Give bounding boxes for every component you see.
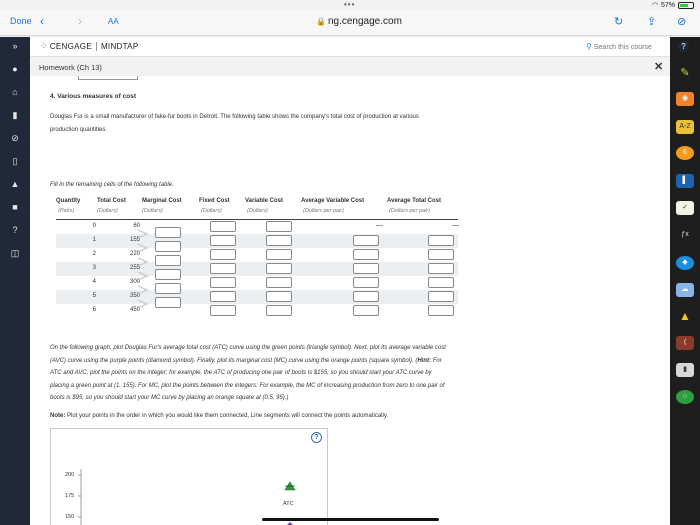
user-icon[interactable]: ● <box>12 64 18 74</box>
col-sub-fixed-cost: (Dollars) <box>201 208 222 214</box>
col-header-atc: Average Total Cost <box>387 198 442 204</box>
total-cost-cell: 60 <box>133 223 140 229</box>
note-icon[interactable]: ✓ <box>676 201 694 215</box>
atc-input[interactable] <box>428 291 454 302</box>
col-header-fixed-cost: Fixed Cost <box>199 198 230 204</box>
book-icon[interactable]: ▯ <box>12 156 18 166</box>
battery-percent: 57% <box>660 1 675 9</box>
battery-icon <box>678 2 694 9</box>
cost-table <box>51 198 489 315</box>
graph-canvas[interactable] <box>51 429 329 525</box>
avc-input[interactable] <box>353 305 379 316</box>
table-row <box>56 290 458 304</box>
quantity-cell: 1 <box>92 237 96 243</box>
fixed-cost-input[interactable] <box>210 249 236 260</box>
device-icon[interactable]: ▮ <box>676 363 694 377</box>
fixed-cost-input[interactable] <box>210 305 236 316</box>
marginal-cost-input[interactable] <box>155 241 181 252</box>
col-header-marginal-cost: Marginal Cost <box>142 198 182 204</box>
note-text: Note: Plot your points in the order in which you would like them connected. Line segments will connect the points automatically. <box>50 413 389 419</box>
formula-icon[interactable]: ƒx <box>681 231 689 238</box>
question-title: 4. Various measures of cost <box>50 93 136 100</box>
done-button[interactable]: Done <box>10 16 32 26</box>
total-cost-cell: 255 <box>129 265 140 271</box>
note-label: Note: <box>50 413 66 419</box>
logo[interactable] <box>40 41 138 52</box>
marginal-cost-input[interactable] <box>155 255 181 266</box>
intro-text: Douglas Fur is a small manufacturer of fake-fur boots in Detroit. The following table shows the company's total cost of production at various production quantities. <box>50 114 419 133</box>
chevron-right-icon <box>137 257 149 267</box>
marginal-cost-input[interactable] <box>155 283 181 294</box>
col-sub-atc: (Dollars per pair) <box>389 208 430 214</box>
quantity-cell: 4 <box>92 279 96 285</box>
dictionary-icon[interactable]: A-Z <box>676 120 694 134</box>
hint-label: Hint: <box>417 357 432 364</box>
notebook-app-icon[interactable]: ▌ <box>676 174 694 188</box>
y-tick-label: 150 <box>65 514 75 520</box>
url-text: ng.cengage.com <box>327 16 402 27</box>
chevron-right-icon <box>137 285 149 295</box>
help-icon[interactable]: ? <box>12 225 18 235</box>
atc-input[interactable] <box>428 249 454 260</box>
reader-icon[interactable]: ◫ <box>10 248 20 258</box>
quantity-cell: 3 <box>92 265 96 271</box>
atc-input[interactable] <box>428 277 454 288</box>
browser-toolbar <box>0 10 700 36</box>
fixed-cost-input[interactable] <box>210 235 236 246</box>
atc-input[interactable] <box>428 305 454 316</box>
col-sub-total-cost: (Dollars) <box>97 208 118 214</box>
chevron-right-icon <box>137 243 149 253</box>
scroll-icon[interactable]: ⟨ <box>676 336 694 350</box>
chevron-right-icon <box>137 271 149 281</box>
marginal-cost-input[interactable] <box>155 227 181 238</box>
cloud-icon[interactable]: ☁ <box>676 283 694 297</box>
mindtap-header <box>30 37 686 57</box>
variable-cost-input[interactable] <box>266 235 292 246</box>
share-icon[interactable]: ⇪ <box>647 16 657 28</box>
col-header-variable-cost: Variable Cost <box>245 198 284 204</box>
quantity-cell: 5 <box>92 293 96 299</box>
col-sub-quantity: (Pairs) <box>58 208 75 214</box>
text-size-button[interactable]: AA <box>108 17 119 26</box>
home-indicator[interactable] <box>262 518 439 521</box>
col-sub-variable-cost: (Dollars) <box>247 208 268 214</box>
atc-legend-label: ATC <box>283 501 294 507</box>
variable-cost-input[interactable] <box>266 305 292 316</box>
back-button[interactable]: ‹ <box>40 14 44 28</box>
quantity-cell: 6 <box>92 307 96 313</box>
coin-icon[interactable]: 6 <box>676 146 694 160</box>
col-sub-avc: (Dollars per pair) <box>303 208 344 214</box>
home-icon[interactable]: ⌂ <box>12 87 18 97</box>
brand-name: CENGAGE <box>49 42 92 51</box>
graph-instructions: On the following graph, plot Douglas Fur's average total cost (ATC) curve using the green points (triangle symbol). Next, plot its average variable cost (AVC) curve using the purple points (diamond symbol). Finally, plot its marginal cost (MC) curve using the orange points (square symbol). (Hint: For ATC and AVC, plot the points on the integer; for example, the ATC of producing one pair of boots is $155, so you should start your ATC curve by placing a green point at (1, 155). For MC, plot the points between the integers: For example, the MC of increasing production from zero to one pair of boots is $95, so you should start your MC curve by placing an orange square at (0.5, 95).) <box>50 345 446 401</box>
fixed-cost-input[interactable] <box>210 263 236 274</box>
graph-panel[interactable] <box>50 428 328 525</box>
table-row <box>56 276 458 290</box>
search-icon: ⚲ <box>586 42 592 51</box>
fixed-cost-input[interactable] <box>210 221 236 232</box>
table-row <box>56 248 458 262</box>
total-cost-cell: 450 <box>129 307 140 313</box>
cengage-spark-icon: ⁘ <box>40 41 48 51</box>
total-cost-cell: 300 <box>129 279 140 285</box>
chevron-right-icon <box>137 229 149 239</box>
table-row <box>56 304 458 318</box>
pen-icon[interactable]: ✎ <box>680 67 690 79</box>
atc-placeholder: — <box>452 222 459 229</box>
compass-nav-icon[interactable]: ⊘ <box>11 133 19 143</box>
quantity-cell: 0 <box>92 223 96 229</box>
variable-cost-input[interactable] <box>266 291 292 302</box>
table-row <box>56 262 458 276</box>
chevron-right-icon <box>137 299 149 309</box>
col-header-avc: Average Variable Cost <box>301 198 365 204</box>
left-icon-rail <box>0 37 30 525</box>
avc-placeholder: — <box>376 222 383 229</box>
question-content <box>30 76 670 525</box>
multitask-dots[interactable]: ••• <box>344 0 356 9</box>
rss-icon[interactable]: ◉ <box>676 92 694 106</box>
wifi-icon: ◠ <box>651 2 658 9</box>
fixed-cost-input[interactable] <box>210 277 236 288</box>
marginal-cost-input[interactable] <box>155 269 181 280</box>
reload-icon[interactable]: ↻ <box>614 16 624 28</box>
y-tick-label: 200 <box>65 472 75 478</box>
y-tick-label: 175 <box>65 493 75 499</box>
tab-stub <box>78 76 138 80</box>
atc-input[interactable] <box>428 235 454 246</box>
badge-icon[interactable]: ◆ <box>676 256 694 270</box>
expand-icon[interactable]: » <box>12 41 18 51</box>
graduation-icon[interactable]: ▲ <box>10 179 20 189</box>
homework-bar <box>30 58 670 76</box>
marginal-cost-input[interactable] <box>155 297 181 308</box>
table-instruction: Fill in the remaining cells of the following table. <box>50 182 174 188</box>
app-dock <box>670 37 700 525</box>
table-row <box>56 220 458 234</box>
product-name: MINDTAP <box>100 42 139 51</box>
avc-input[interactable] <box>353 277 379 288</box>
avc-input[interactable] <box>353 249 379 260</box>
total-cost-cell: 350 <box>129 293 140 299</box>
table-row <box>56 234 458 248</box>
forward-button[interactable]: › <box>78 14 82 28</box>
notebook-icon[interactable]: ▮ <box>12 110 18 120</box>
help-button[interactable]: ? <box>678 41 689 52</box>
status-bar <box>0 0 700 10</box>
search-placeholder: Search this course <box>593 44 652 51</box>
drive-icon[interactable]: ▲ <box>679 309 691 323</box>
homework-title: Homework (Ch 13) <box>39 63 102 72</box>
variable-cost-input[interactable] <box>266 263 292 274</box>
total-cost-cell: 220 <box>129 251 140 257</box>
atc-input[interactable] <box>428 263 454 274</box>
graph-help-button[interactable]: ? <box>311 432 322 443</box>
course-search[interactable] <box>586 42 652 51</box>
variable-cost-input[interactable] <box>266 249 292 260</box>
compass-icon[interactable]: ⊘ <box>677 16 687 28</box>
avc-input[interactable] <box>353 291 379 302</box>
briefcase-icon[interactable]: ■ <box>12 202 18 212</box>
fixed-cost-input[interactable] <box>210 291 236 302</box>
avc-input[interactable] <box>353 263 379 274</box>
col-header-quantity: Quantity <box>56 198 81 204</box>
variable-cost-input[interactable] <box>266 221 292 232</box>
circle-app-icon[interactable]: ○ <box>676 390 694 404</box>
lock-icon: 🔒 <box>316 17 326 26</box>
close-button[interactable]: ✕ <box>654 61 664 73</box>
avc-input[interactable] <box>353 235 379 246</box>
col-sub-marginal-cost: (Dollars) <box>142 208 163 214</box>
total-cost-cell: 155 <box>129 237 140 243</box>
col-header-total-cost: Total Cost <box>97 198 126 204</box>
quantity-cell: 2 <box>92 251 96 257</box>
variable-cost-input[interactable] <box>266 277 292 288</box>
address-bar[interactable] <box>316 16 402 27</box>
